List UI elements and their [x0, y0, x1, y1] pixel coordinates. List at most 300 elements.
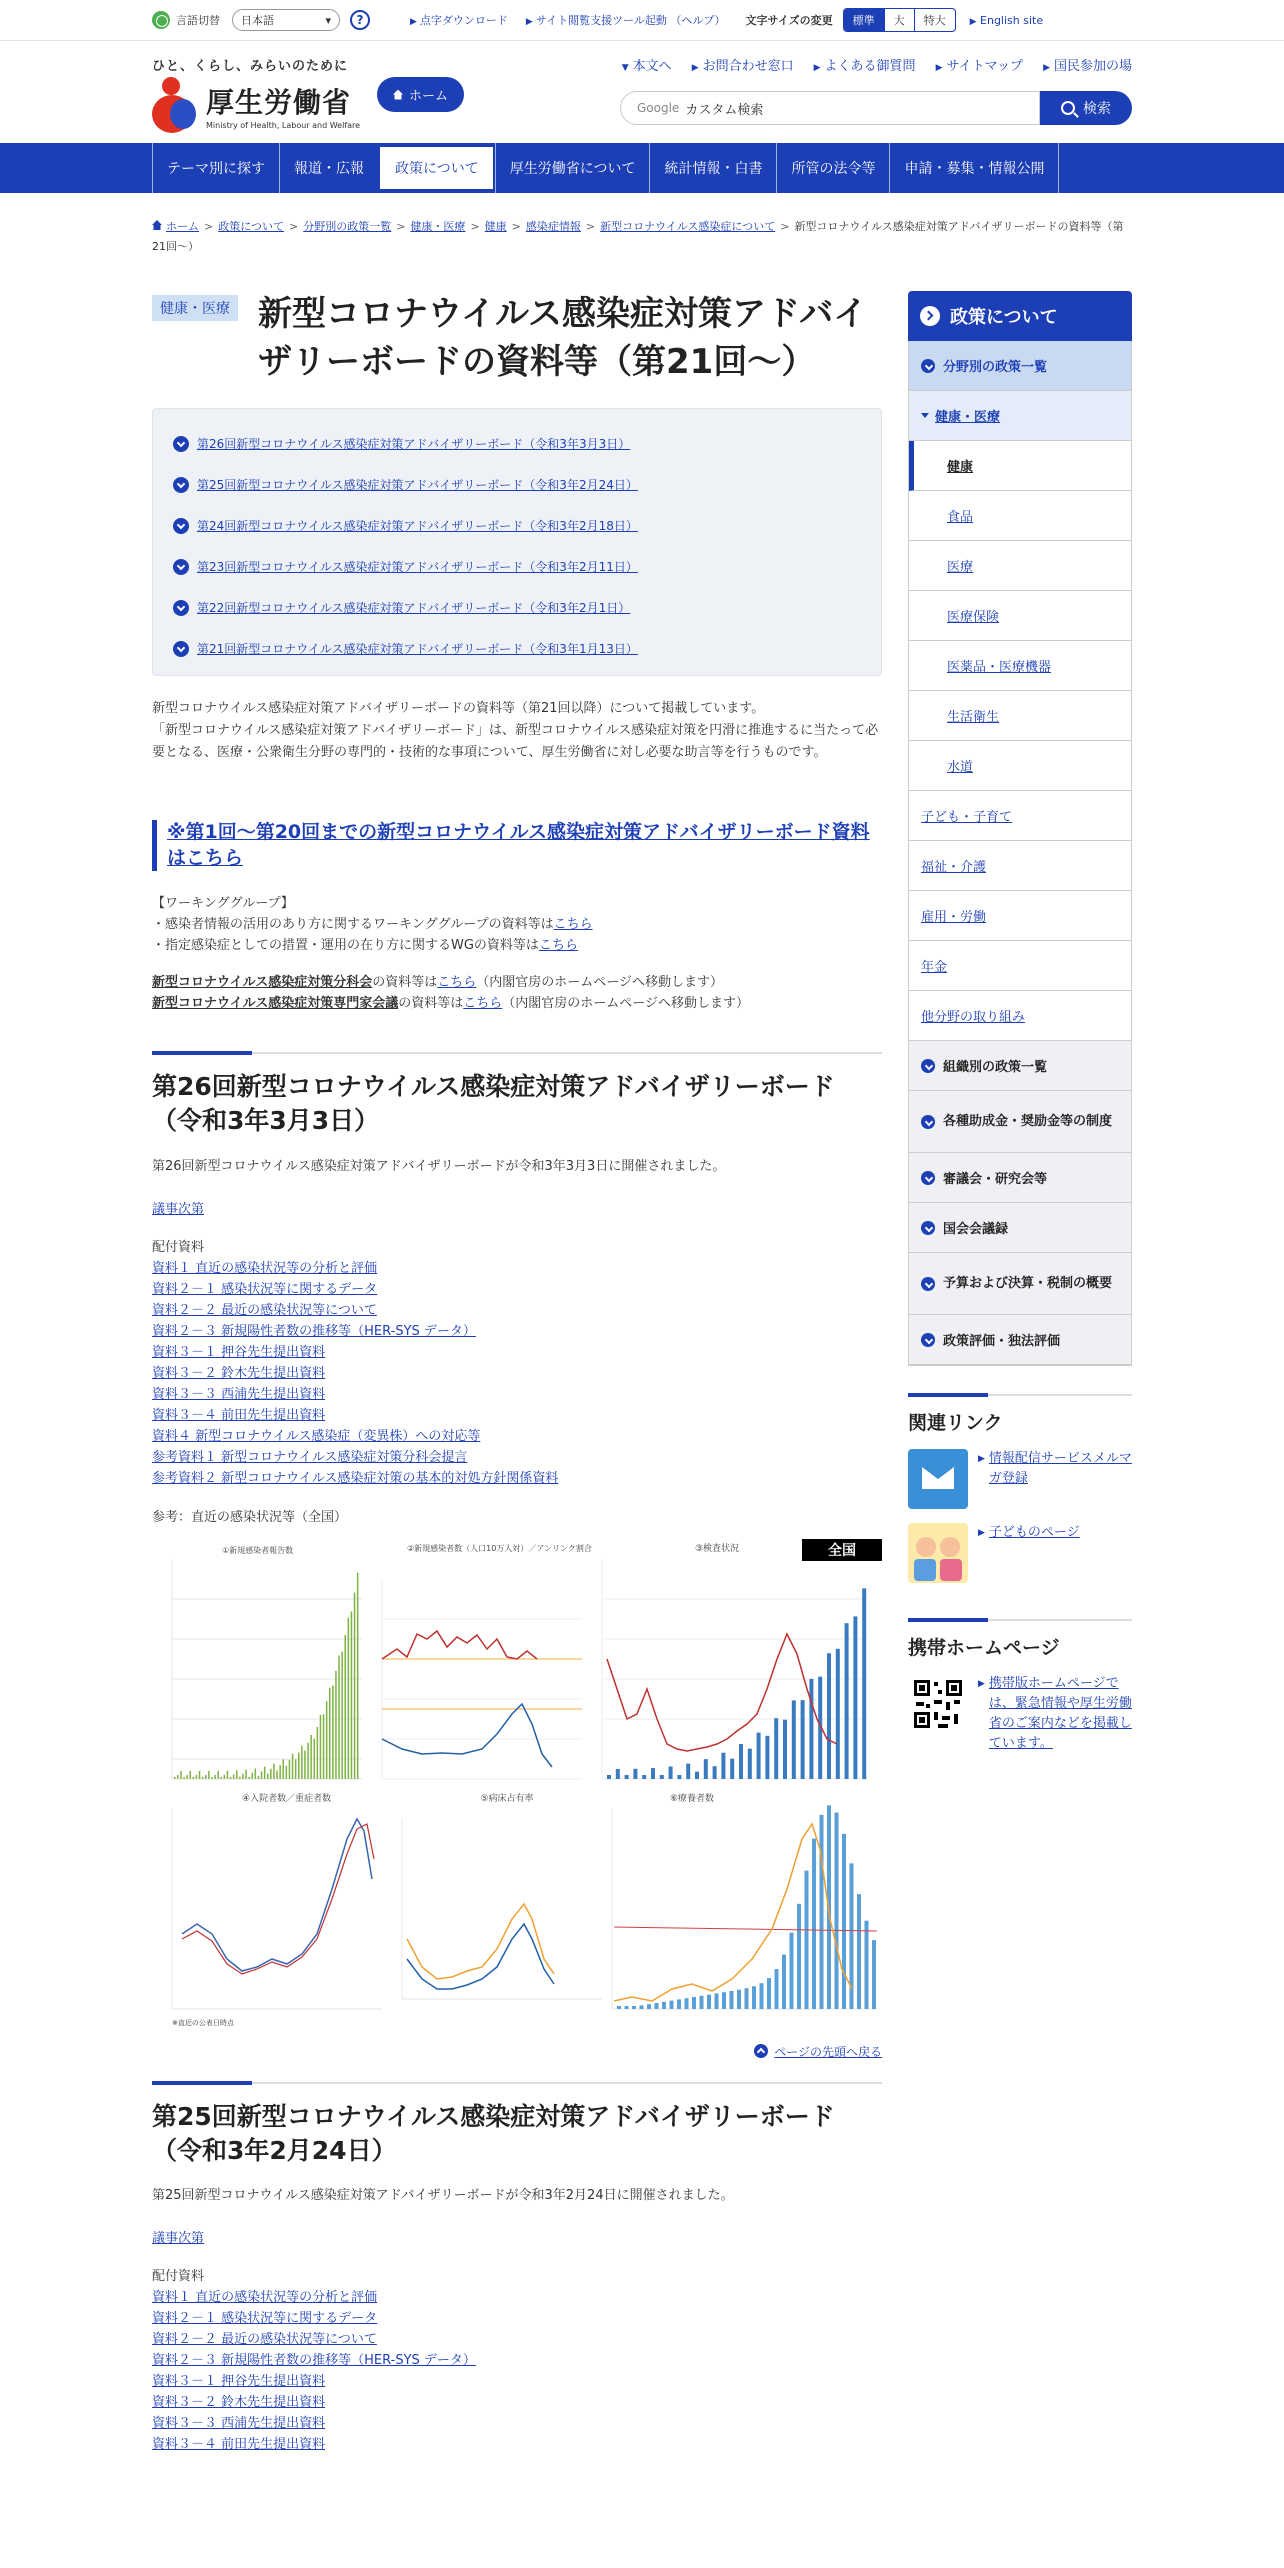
- chart-bar: [752, 1986, 756, 2009]
- doc-link[interactable]: 資料３－３ 西浦先生提出資料: [152, 2416, 326, 2432]
- chart-bar: [261, 1771, 263, 1779]
- section-26-docs: [152, 1237, 882, 1489]
- chart-bar: [775, 1969, 779, 2009]
- chart-bar: [783, 1720, 787, 1779]
- chart-bar: [208, 1771, 210, 1779]
- chevron-down-icon: [173, 641, 189, 657]
- chart-bar: [338, 1656, 340, 1779]
- toc-item[interactable]: [173, 423, 861, 464]
- header-links: [622, 55, 1132, 74]
- chart-bar: [845, 1623, 849, 1779]
- section-26: [152, 1052, 882, 1138]
- site-logo[interactable]: [152, 77, 360, 133]
- chart-bar: [632, 2006, 636, 2009]
- covid-status-charts-image: [152, 1539, 882, 2029]
- related-links-heading: 関連リンク: [908, 1394, 1132, 1435]
- language-label: 言語切替: [176, 14, 220, 27]
- google-label: Google: [637, 101, 680, 115]
- chart-bar: [607, 1775, 611, 1779]
- toc-link[interactable]: 第23回新型コロナウイルス感染症対策アドバイザリーボード（令和3年2月11日）: [197, 560, 638, 575]
- logo-title: 厚生労働省: [206, 85, 352, 119]
- chart-bar: [757, 1733, 761, 1779]
- chart-bar: [317, 1727, 319, 1779]
- wg-line-1: [152, 914, 882, 935]
- search-input[interactable]: [620, 91, 1040, 125]
- chart-bar: [704, 1759, 708, 1779]
- chart-bar: [174, 1777, 176, 1779]
- sidebar-item[interactable]: [909, 691, 1131, 741]
- toc-link[interactable]: 第24回新型コロナウイルス感染症対策アドバイザリーボード（令和3年2月18日）: [197, 519, 638, 534]
- mobile-heading: 携帯ホームページ: [908, 1619, 1132, 1660]
- sidebar-item-label: 政策評価・独法評価: [943, 1334, 1061, 1349]
- sidebar-item-label: 生活衛生: [947, 710, 1000, 725]
- chart-bar: [842, 1834, 846, 2009]
- caret-down-icon: [921, 413, 929, 418]
- search-icon: [1061, 101, 1075, 115]
- sidebar-item-label: 健康・医療: [935, 410, 1001, 425]
- chart-bar: [239, 1777, 241, 1779]
- chevron-down-icon: [921, 359, 935, 373]
- doc-link[interactable]: 資料１ 直近の感染状況等の分析と評価: [152, 2290, 378, 2306]
- chart-bar: [633, 1769, 637, 1779]
- chart-bar: [345, 1635, 347, 1779]
- doc-link[interactable]: 資料１ 直近の感染状況等の分析と評価: [152, 1260, 378, 1276]
- chart-bar: [196, 1775, 198, 1779]
- subcommittee-block: [152, 972, 882, 1014]
- related-link-mailmag[interactable]: ▶ 情報配信サービスメルマガ登録: [908, 1449, 1132, 1509]
- doc-link[interactable]: 資料２－２ 最近の感染状況等について: [152, 1302, 377, 1318]
- header-link-faq[interactable]: ▶ よくある御質問: [813, 59, 916, 74]
- doc-link[interactable]: 資料４ 新型コロナウイルス感染症（変異株）への対応等: [152, 1428, 481, 1444]
- nav-policy[interactable]: 政策について: [380, 147, 493, 189]
- intro-text-2: 「新型コロナウイルス感染症対策アドバイザリーボード」は、新型コロナウイルス感染症対策を円滑に推進するに当たって必要となる、医療・公衆衛生分野の専門的・技術的な事項について、厚生労働省に対し必要な助言等を行うものです。: [152, 723, 879, 761]
- header-link-sitemap[interactable]: ▶ サイトマップ: [935, 59, 1024, 74]
- intro-text-1: 新型コロナウイルス感染症対策アドバイザリーボードの資料等（第21回以降）について掲載しています。: [152, 701, 765, 717]
- sidebar-menu: [908, 341, 1132, 1366]
- chart-bar: [862, 1588, 866, 1779]
- sidebar-item[interactable]: [909, 391, 1131, 441]
- chart-bar: [255, 1768, 257, 1779]
- chart-bar: [335, 1671, 337, 1779]
- main-content: [152, 291, 882, 2455]
- chart-bar: [301, 1746, 303, 1779]
- sidebar-item-label: 子ども・子育て: [921, 810, 1013, 825]
- sidebar-item[interactable]: [909, 441, 1131, 491]
- chart-bar: [354, 1592, 356, 1778]
- logo-subtitle: Ministry of Health, Labour and Welfare: [206, 120, 361, 130]
- section-26-agenda-link[interactable]: 議事次第: [152, 1201, 205, 1217]
- chart-title-2: ②新規感染者数（人口10万人対）／アンリンク割合: [407, 1543, 592, 1553]
- breadcrumb-covid[interactable]: 新型コロナウイルス感染症について: [600, 220, 776, 233]
- chart-bar: [809, 1679, 813, 1779]
- chart-bar: [760, 1983, 764, 2009]
- chart-bar: [655, 2003, 659, 2009]
- wg2-link[interactable]: こちら: [538, 938, 578, 954]
- sidebar-item-label: 福祉・介護: [921, 860, 987, 875]
- sidebar-item[interactable]: [909, 491, 1131, 541]
- sidebar-item[interactable]: [909, 541, 1131, 591]
- charts-svg: [152, 1539, 882, 2029]
- chart-bar: [298, 1753, 300, 1779]
- section-26-desc: 第26回新型コロナウイルス感染症対策アドバイザリーボードが令和3年3月3日に開催されました。: [152, 1158, 726, 1174]
- arrow-up-icon: [754, 2044, 768, 2058]
- chart-bar: [233, 1774, 235, 1779]
- tagline: ひと、くらし、みらいのために: [152, 59, 349, 74]
- chart-bar: [721, 1753, 725, 1779]
- sidebar-item-label: 各種助成金・奨励金等の制度: [943, 1113, 1113, 1129]
- nav-laws[interactable]: 所管の法令等: [776, 143, 889, 193]
- chevron-down-icon: [173, 559, 189, 575]
- section-25-docs-label: 配付資料: [152, 2269, 205, 2285]
- chevron-down-icon: ▾: [325, 13, 331, 27]
- wg1-text: ・感染者情報の活用のあり方に関するワーキンググループの資料等は: [152, 917, 554, 933]
- qr-code-icon: [908, 1674, 968, 1734]
- font-size-standard-button[interactable]: 標準: [844, 9, 884, 31]
- help-icon[interactable]: ?: [350, 10, 370, 30]
- chart-bar: [857, 1894, 861, 2009]
- doc-link[interactable]: 資料３－３ 西浦先生提出資料: [152, 1386, 326, 1402]
- breadcrumb-health[interactable]: 健康: [484, 220, 507, 233]
- utility-links: [410, 12, 725, 28]
- sidebar-item[interactable]: [909, 1203, 1131, 1253]
- chart-bar: [827, 1653, 831, 1779]
- chart-bar: [217, 1771, 219, 1779]
- language-select[interactable]: [232, 9, 340, 31]
- toc-item[interactable]: [173, 546, 861, 587]
- sidebar-item-label: 他分野の取り組み: [921, 1010, 1026, 1025]
- toc-link[interactable]: 第22回新型コロナウイルス感染症対策アドバイザリーボード（令和3年2月1日）: [197, 601, 631, 616]
- past-materials-heading[interactable]: [152, 820, 882, 871]
- sidebar-item[interactable]: [909, 1253, 1131, 1315]
- sidebar-item-label: 水道: [947, 760, 974, 775]
- font-size-large-button[interactable]: 大: [884, 9, 914, 31]
- chart-bar: [642, 1775, 646, 1779]
- doc-link[interactable]: 資料３－１ 押谷先生提出資料: [152, 2374, 326, 2390]
- chart-bar: [252, 1773, 254, 1779]
- chart-bar: [314, 1739, 316, 1779]
- back-to-top[interactable]: [152, 2043, 882, 2060]
- section-26-title: 第26回新型コロナウイルス感染症対策アドバイザリーボード（令和3年3月3日）: [152, 1072, 835, 1136]
- toc-link[interactable]: 第21回新型コロナウイルス感染症対策アドバイザリーボード（令和3年1月13日）: [197, 642, 638, 657]
- section-25-docs: [152, 2266, 882, 2455]
- sidebar-item[interactable]: [909, 1153, 1131, 1203]
- doc-link[interactable]: 資料３－１ 押谷先生提出資料: [152, 1344, 326, 1360]
- wg1-link[interactable]: こちら: [553, 917, 593, 933]
- chart-bar: [230, 1777, 232, 1779]
- section-25-agenda-link[interactable]: 議事次第: [152, 2231, 205, 2247]
- chart-bar: [279, 1765, 281, 1779]
- section-25-title: 第25回新型コロナウイルス感染症対策アドバイザリーボード（令和3年2月24日）: [152, 2101, 835, 2165]
- sidebar-item-label: 組織別の政策一覧: [943, 1060, 1048, 1075]
- sidebar-item[interactable]: [909, 1091, 1131, 1153]
- home-icon: [152, 220, 162, 230]
- chart-bar: [616, 1769, 620, 1779]
- header-link-main[interactable]: ▼ 本文へ: [621, 59, 672, 74]
- chevron-down-icon: [921, 1171, 935, 1185]
- toc-link[interactable]: 第26回新型コロナウイルス感染症対策アドバイザリーボード（令和3年3月3日）: [197, 437, 631, 452]
- chart-bar: [183, 1777, 185, 1779]
- chart-bar: [357, 1573, 359, 1779]
- chart-title-1: ①新規感染者報告数: [222, 1545, 294, 1555]
- sidebar-item-label: 医療: [947, 560, 974, 575]
- chart-bar: [774, 1718, 778, 1779]
- doc-link[interactable]: 資料３－４ 前田先生提出資料: [152, 1407, 326, 1423]
- subcommittee-mid: の資料等は: [372, 975, 438, 991]
- sidebar-item[interactable]: [909, 891, 1131, 941]
- chart-bar: [236, 1770, 238, 1779]
- breadcrumb-home[interactable]: ホーム: [166, 220, 199, 233]
- sidebar-item-label: 国会会議録: [943, 1222, 1009, 1237]
- chevron-down-icon: [173, 600, 189, 616]
- search-box: [620, 91, 1132, 125]
- subcommittee-note: （内閣官房のホームページへ移動します）: [476, 975, 724, 991]
- home-icon: [393, 90, 403, 100]
- sidebar-item-label: 医薬品・医療機器: [947, 660, 1052, 675]
- toc-item[interactable]: [173, 587, 861, 628]
- chart-bar: [801, 1700, 805, 1779]
- mobile-site-text[interactable]: 携帯版ホームページでは、緊急情報や厚生労働省のご案内などを掲載しています。: [988, 1676, 1132, 1751]
- sidebar: [908, 291, 1132, 2455]
- doc-link[interactable]: 資料２－３ 新規陽性者数の推移等（HER-SYS データ）: [152, 1323, 476, 1339]
- chart-bar: [245, 1770, 247, 1779]
- sidebar-item-label: 年金: [921, 960, 948, 975]
- logo-mark-icon: [152, 77, 202, 133]
- wg2-text: ・指定感染症としての措置・運用の在り方に関するWGの資料等は: [152, 938, 539, 954]
- sidebar-item[interactable]: [909, 741, 1131, 791]
- chart-bar: [205, 1775, 207, 1779]
- expert-meeting-mid: の資料等は: [398, 996, 464, 1012]
- global-nav: [0, 143, 1284, 193]
- chart-title-3: ③検査状況: [694, 1543, 740, 1554]
- sidebar-item-label: 雇用・労働: [921, 910, 987, 925]
- breadcrumb-fields[interactable]: 分野別の政策一覧: [303, 220, 392, 233]
- chevron-down-icon: [173, 518, 189, 534]
- breadcrumb-health-medical[interactable]: 健康・医療: [410, 220, 466, 233]
- sidebar-item[interactable]: [909, 591, 1131, 641]
- chart-bar: [292, 1754, 294, 1779]
- chart-bar: [625, 1775, 629, 1779]
- doc-link[interactable]: 資料３－２ 鈴木先生提出資料: [152, 1365, 326, 1381]
- language-select-value: 日本語: [241, 14, 274, 27]
- chart-bar: [286, 1766, 288, 1779]
- font-size-xlarge-button[interactable]: 特大: [914, 9, 955, 31]
- related-link-kids[interactable]: ▶ 子どものページ: [908, 1523, 1132, 1583]
- home-button[interactable]: [377, 77, 464, 112]
- header-link-contact[interactable]: ▶ お問合わせ窓口: [691, 59, 794, 74]
- chart-bar: [264, 1766, 266, 1778]
- sidebar-item-label: 予算および決算・税制の概要: [943, 1275, 1113, 1291]
- chevron-down-icon: [921, 1221, 935, 1235]
- chart-bar: [677, 1775, 681, 1779]
- chevron-down-icon: [921, 1333, 935, 1347]
- doc-link[interactable]: 資料２－１ 感染状況等に関するデータ: [152, 2311, 378, 2327]
- chart-bar: [199, 1771, 201, 1779]
- breadcrumb-infection[interactable]: 感染症情報: [525, 220, 581, 233]
- chart-bar: [332, 1686, 334, 1779]
- chart-caption: 参考：直近の感染状況等（全国）: [152, 1509, 348, 1525]
- chevron-down-icon: [173, 477, 189, 493]
- subcommittee-line: [152, 972, 882, 993]
- chart-bar: [295, 1759, 297, 1779]
- expert-meeting-line: [152, 993, 882, 1014]
- chart-bar: [224, 1775, 226, 1779]
- chart-bar: [812, 1839, 816, 2009]
- chart-bar: [677, 1999, 681, 2009]
- section-25-desc: 第25回新型コロナウイルス感染症対策アドバイザリーボードが令和3年2月24日に開催されました。: [152, 2188, 734, 2204]
- expert-meeting-link[interactable]: こちら: [463, 996, 503, 1012]
- chart-bar: [202, 1777, 204, 1779]
- mobile-site-link[interactable]: ▶ 携帯版ホームページでは、緊急情報や厚生労働省のご案内などを掲載しています。: [908, 1674, 1132, 1754]
- chart-bar: [669, 1766, 673, 1779]
- doc-link[interactable]: 資料２－１ 感染状況等に関するデータ: [152, 1281, 378, 1297]
- chart-bar: [190, 1771, 192, 1779]
- doc-link[interactable]: 資料３－２ 鈴木先生提出資料: [152, 2395, 326, 2411]
- chart-bar: [617, 2006, 621, 2009]
- chart-badge: 全国: [828, 1542, 856, 1559]
- chevron-down-icon: [921, 1115, 935, 1129]
- chart-bar: [214, 1775, 216, 1779]
- chart-bar: [647, 2004, 651, 2009]
- chart-bar: [289, 1760, 291, 1779]
- nav-press[interactable]: 報道・広報: [279, 143, 378, 193]
- chart-bar: [730, 1991, 734, 2009]
- subcommittee-link[interactable]: こちら: [437, 975, 477, 991]
- chevron-down-icon: [173, 436, 189, 452]
- chevron-down-icon: [921, 1059, 935, 1073]
- chart-bar: [722, 1992, 726, 2009]
- mail-icon: [908, 1449, 968, 1509]
- subcommittee-name: 新型コロナウイルス感染症対策分科会: [152, 975, 373, 991]
- english-site-link[interactable]: ▶ English site: [969, 13, 1044, 27]
- chart-bar: [765, 1736, 769, 1779]
- search-button[interactable]: [1040, 91, 1132, 125]
- chart-bar: [320, 1715, 322, 1779]
- search-button-label: 検索: [1083, 101, 1111, 117]
- nav-about[interactable]: 厚生労働省について: [495, 143, 650, 193]
- chart-bar: [625, 2006, 629, 2009]
- wg-heading: 【ワーキンググループ】: [152, 896, 294, 912]
- table-of-contents: [152, 408, 882, 676]
- related-link-mailmag-label[interactable]: 情報配信サービスメルマガ登録: [988, 1451, 1132, 1486]
- sidebar-item[interactable]: [909, 991, 1131, 1041]
- doc-link[interactable]: 参考資料１ 新型コロナウイルス感染症対策分科会提言: [152, 1449, 468, 1465]
- expert-meeting-note: （内閣官房のホームページへ移動します）: [502, 996, 750, 1012]
- chart-bar: [329, 1688, 331, 1779]
- font-size-buttons: [843, 8, 956, 32]
- chart-bar: [640, 2005, 644, 2009]
- chart-bar: [695, 1772, 699, 1779]
- braille-download-link[interactable]: ▶ 点字ダウンロード: [410, 14, 508, 27]
- chart-bar: [323, 1714, 325, 1779]
- nav-applications[interactable]: 申請・募集・情報公開: [889, 143, 1059, 193]
- chart-bar: [872, 1940, 876, 2009]
- section-25: [152, 2082, 882, 2168]
- sidebar-item-label: 医療保険: [947, 610, 1000, 625]
- chart-bar: [790, 1933, 794, 2009]
- chart-title-4: ④入院者数／重症者数: [242, 1793, 332, 1804]
- wg-line-2: [152, 935, 882, 956]
- chart-bar: [797, 1904, 801, 2009]
- chart-bar: [686, 1764, 690, 1779]
- chart-bar: [662, 2002, 666, 2009]
- chart-bar: [767, 1978, 771, 2009]
- chart-bar: [748, 1749, 752, 1779]
- past-materials-link[interactable]: ※第1回～第20回までの新型コロナウイルス感染症対策アドバイザリーボード資料はこちら: [167, 821, 870, 869]
- sidebar-item[interactable]: [909, 941, 1131, 991]
- working-group-block: [152, 893, 882, 956]
- sidebar-heading[interactable]: [908, 291, 1132, 341]
- chart-bar: [700, 1996, 704, 2009]
- chart-bar: [351, 1611, 353, 1779]
- chart-bar: [670, 2001, 674, 2009]
- chart-bar: [221, 1777, 223, 1779]
- chart-bar: [341, 1652, 343, 1779]
- sidebar-item-label: 健康: [947, 460, 974, 475]
- toc-item[interactable]: [173, 505, 861, 546]
- chart-bar: [715, 1993, 719, 2009]
- sidebar-item-label: 審議会・研究会等: [943, 1172, 1048, 1187]
- expert-meeting-name: 新型コロナウイルス感染症対策専門家会議: [152, 996, 399, 1012]
- doc-link[interactable]: 資料３－４ 前田先生提出資料: [152, 2437, 326, 2453]
- sidebar-item[interactable]: [909, 841, 1131, 891]
- nav-theme[interactable]: テーマ別に探す: [152, 143, 279, 193]
- related-link-kids-label[interactable]: 子どものページ: [988, 1525, 1080, 1540]
- header-link-participation[interactable]: ▶ 国民参加の場: [1043, 59, 1132, 74]
- sidebar-item-label: 食品: [947, 510, 974, 525]
- back-to-top-link[interactable]: ページの先頭へ戻る: [774, 2044, 882, 2059]
- doc-link[interactable]: 資料２－２ 最近の感染状況等について: [152, 2332, 377, 2348]
- chart-bar: [211, 1777, 213, 1779]
- chart-bar: [737, 1990, 741, 2009]
- doc-link[interactable]: 資料２－３ 新規陽性者数の推移等（HER-SYS データ）: [152, 2353, 476, 2369]
- sidebar-item[interactable]: [909, 1315, 1131, 1365]
- chart-bar: [258, 1776, 260, 1779]
- toc-link[interactable]: 第25回新型コロナウイルス感染症対策アドバイザリーボード（令和3年2月24日）: [197, 478, 638, 493]
- accessibility-tool-link[interactable]: ▶ サイト閲覧支援ツール起動 （ヘルプ）: [525, 14, 726, 27]
- doc-link[interactable]: 参考資料２ 新型コロナウイルス感染症対策の基本的対処方針関係資料: [152, 1470, 559, 1486]
- chart-bar: [820, 1815, 824, 2009]
- chart-bar: [193, 1777, 195, 1779]
- chart-bar: [805, 1871, 809, 2009]
- breadcrumb-policy[interactable]: 政策について: [218, 220, 284, 233]
- chart-bar: [685, 1998, 689, 2009]
- toc-item[interactable]: [173, 464, 861, 505]
- sidebar-item[interactable]: [909, 641, 1131, 691]
- globe-icon: [152, 11, 170, 29]
- chart-bar: [792, 1700, 796, 1779]
- chart-bar: [180, 1771, 182, 1779]
- chart-bar: [307, 1743, 309, 1779]
- chart-bar: [177, 1775, 179, 1779]
- nav-statistics[interactable]: 統計情報・白書: [649, 143, 776, 193]
- sidebar-item[interactable]: [909, 341, 1131, 391]
- breadcrumb: ホーム > 政策について > 分野別の政策一覧 > 健康・医療 > 健康 > 感染症情報 > 新型コロナウイルス感染症について > 新型コロナウイルス感染症対策アドバイザリーボードの資料等（第21回～）: [152, 220, 1124, 253]
- chart-title-5: ⑤病床占有率: [480, 1793, 534, 1804]
- chart-bar: [326, 1701, 328, 1779]
- chart-bar: [739, 1744, 743, 1779]
- chevron-down-icon: [921, 1277, 935, 1291]
- chart-bar: [835, 1812, 839, 2009]
- chart-bar: [227, 1771, 229, 1779]
- sidebar-item[interactable]: [909, 791, 1131, 841]
- chevron-right-icon: [920, 306, 940, 326]
- chart-bar: [267, 1774, 269, 1779]
- page-title: 新型コロナウイルス感染症対策アドバイザリーボードの資料等（第21回～）: [258, 294, 868, 382]
- chart-bar: [782, 1954, 786, 2009]
- sidebar-item[interactable]: [909, 1041, 1131, 1091]
- chart-bar: [745, 1988, 749, 2009]
- toc-item[interactable]: [173, 628, 861, 669]
